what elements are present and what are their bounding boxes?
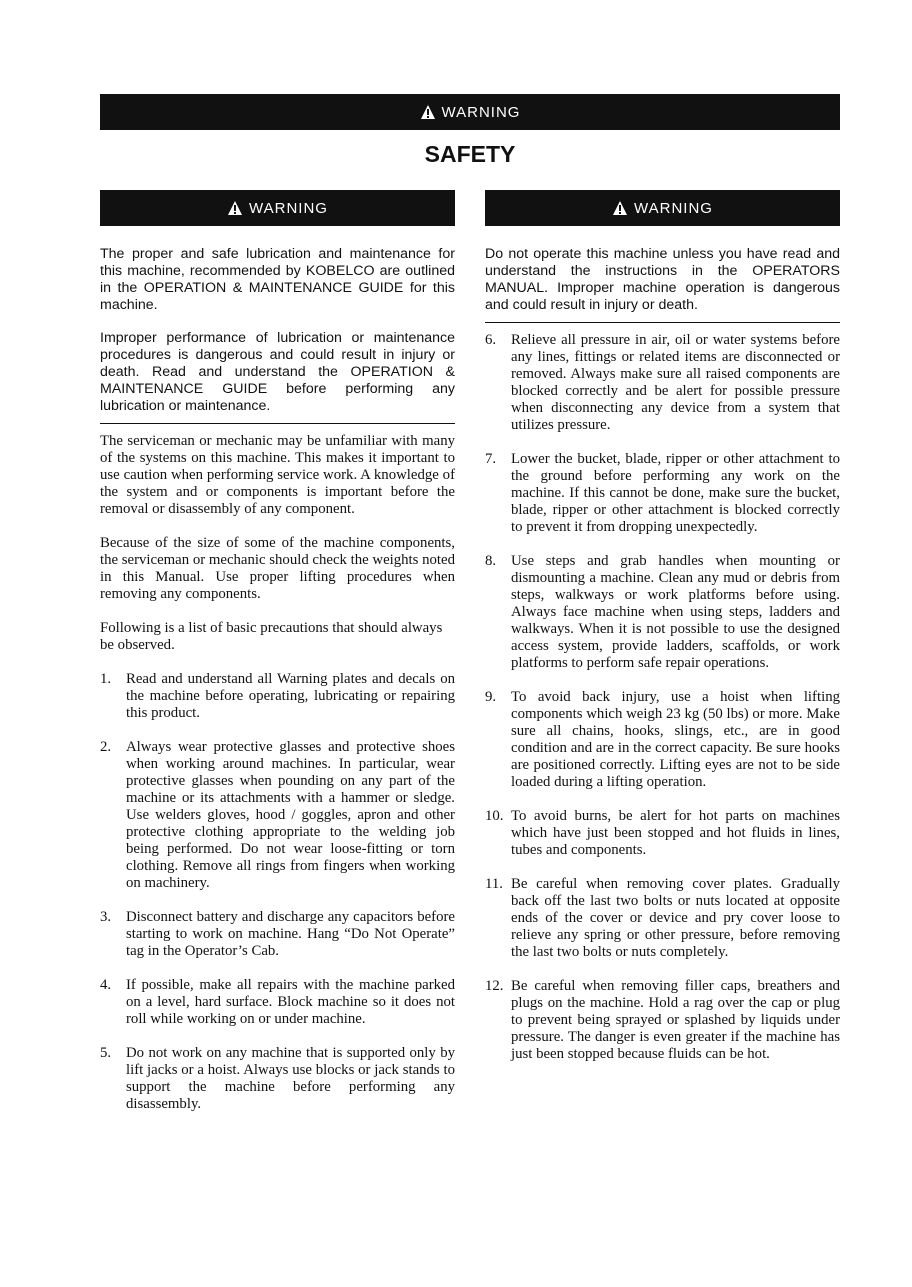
list-item-number: 2. (100, 739, 112, 755)
list-item-text: Disconnect battery and discharge any capacitors before starting to work on machine. Hang “Do Not Operate” tag in the Operator’s Cab. (126, 909, 455, 959)
left-column (100, 246, 455, 1113)
list-item (100, 909, 455, 960)
warning-paragraph: Improper performance of lubrication or maintenance procedures is dangerous and could result in injury or death. Read and understand the OPERATION & MAINTENANCE GUIDE before performing any lubrication or maintenance. (100, 330, 455, 414)
list-item-text: Do not work on any machine that is supported only by lift jacks or a hoist. Always use blocks or jack stands to support the machine before performing any disassembly. (126, 1045, 455, 1112)
top-warning-label: WARNING (441, 103, 521, 121)
list-item (485, 876, 840, 961)
right-column (485, 246, 840, 1063)
list-item-number: 10. (485, 808, 504, 824)
warning-paragraph: Do not operate this machine unless you have read and understand the instructions in the OPERATORS MANUAL. Improper machine operation is dangerous and could result in injury or death. (485, 246, 840, 313)
list-item (485, 689, 840, 791)
page-title: SAFETY (424, 141, 516, 167)
right-warning-label: WARNING (634, 199, 713, 217)
list-item (485, 553, 840, 672)
list-item-text: Read and understand all Warning plates and decals on the machine before operating, lubricating or repairing this product. (126, 671, 455, 721)
list-item-text: Be careful when removing filler caps, breathers and plugs on the machine. Hold a rag over the cap or plug to prevent being sprayed or splashed by liquids under pressure. The danger is even greater if the machine has just been stopped because fluids can be hot. (511, 978, 840, 1062)
warning-triangle-icon (420, 104, 436, 120)
body-paragraph: The serviceman or mechanic may be unfamiliar with many of the systems on this machine. This makes it important to use caution when performing service work. A knowledge of the system and or components is important before the removal or disassembly of any component. (100, 433, 455, 517)
list-item-text: Be careful when removing cover plates. Gradually back off the last two bolts or nuts located at opposite ends of the cover or device and pry cover loose to relieve any spring or other pressure, before removing the last two bolts or nuts completely. (511, 876, 840, 960)
warning-paragraph: The proper and safe lubrication and maintenance for this machine, recommended by KOBELCO are outlined in the OPERATION & MAINTENANCE GUIDE for this machine. (100, 246, 455, 313)
list-item (485, 332, 840, 434)
top-warning-banner (100, 94, 840, 130)
list-item-text: To avoid burns, be alert for hot parts on machines which have just been stopped and hot fluids in lines, tubes and components. (511, 808, 840, 858)
list-item-text: Use steps and grab handles when mounting or dismounting a machine. Clean any mud or debris from steps, walkways or work platforms before using. Always face machine when using steps, ladders and walkways. When it is not possible to use the designed access system, provide ladders, scaffolds, or work platforms to perform safe repair operations. (511, 553, 840, 671)
list-item-number: 6. (485, 332, 497, 348)
list-item-number: 1. (100, 671, 112, 687)
list-item-number: 11. (485, 876, 503, 892)
warning-triangle-icon (612, 200, 628, 216)
list-item-text: Lower the bucket, blade, ripper or other attachment to the ground before performing any work on the machine. If this cannot be done, make sure the bucket, blade, ripper or other attachment is blocked correctly to prevent it from dropping unexpectedly. (511, 451, 840, 535)
list-item (100, 1045, 455, 1113)
list-item-number: 4. (100, 977, 112, 993)
list-item-number: 12. (485, 978, 504, 994)
list-item-number: 8. (485, 553, 497, 569)
warning-triangle-icon (227, 200, 243, 216)
body-paragraph: Following is a list of basic precautions that should always be observed. (100, 620, 443, 653)
list-item-number: 9. (485, 689, 497, 705)
list-item-text: Always wear protective glasses and protective shoes when working around machines. In particular, wear protective glasses when pounding on any part of the machine or its attachments with a hammer or sledge. Use welders gloves, hood / goggles, apron and other protective clothing appropriate to the welding job being performed. Do not wear loose-fitting or torn clothing. Remove all rings from fingers when working on machinery. (126, 739, 455, 891)
left-warning-banner (100, 190, 455, 226)
body-paragraph: Because of the size of some of the machine components, the serviceman or mechanic should check the weights noted in this Manual. Use proper lifting procedures when removing any components. (100, 535, 456, 602)
list-item-number: 3. (100, 909, 112, 925)
section-divider (485, 322, 840, 323)
list-item-text: If possible, make all repairs with the machine parked on a level, hard surface. Block machine so it does not roll while working on or under machine. (126, 977, 455, 1027)
list-item-number: 7. (485, 451, 497, 467)
list-item-number: 5. (100, 1045, 112, 1061)
list-item (485, 451, 840, 536)
list-item-text: Relieve all pressure in air, oil or water systems before any lines, fittings or related items are disconnected or removed. Always make sure all raised components are blocked correctly and be alert for possible pressure when disconnecting any device from a system that utilizes pressure. (511, 332, 840, 433)
right-warning-banner (485, 190, 840, 226)
list-item (100, 739, 455, 892)
left-warning-label: WARNING (249, 199, 328, 217)
list-item (100, 671, 455, 722)
section-divider (100, 423, 455, 424)
list-item (100, 977, 455, 1028)
list-item-text: To avoid back injury, use a hoist when lifting components which weigh 23 kg (50 lbs) or more. Make sure all chains, hooks, slings, etc., are in good condition and are in the correct capacity. Be sure hooks are positioned correctly. Lifting eyes are not to be side loaded during a lifting operation. (511, 689, 840, 790)
list-item (485, 978, 840, 1063)
list-item (485, 808, 840, 859)
